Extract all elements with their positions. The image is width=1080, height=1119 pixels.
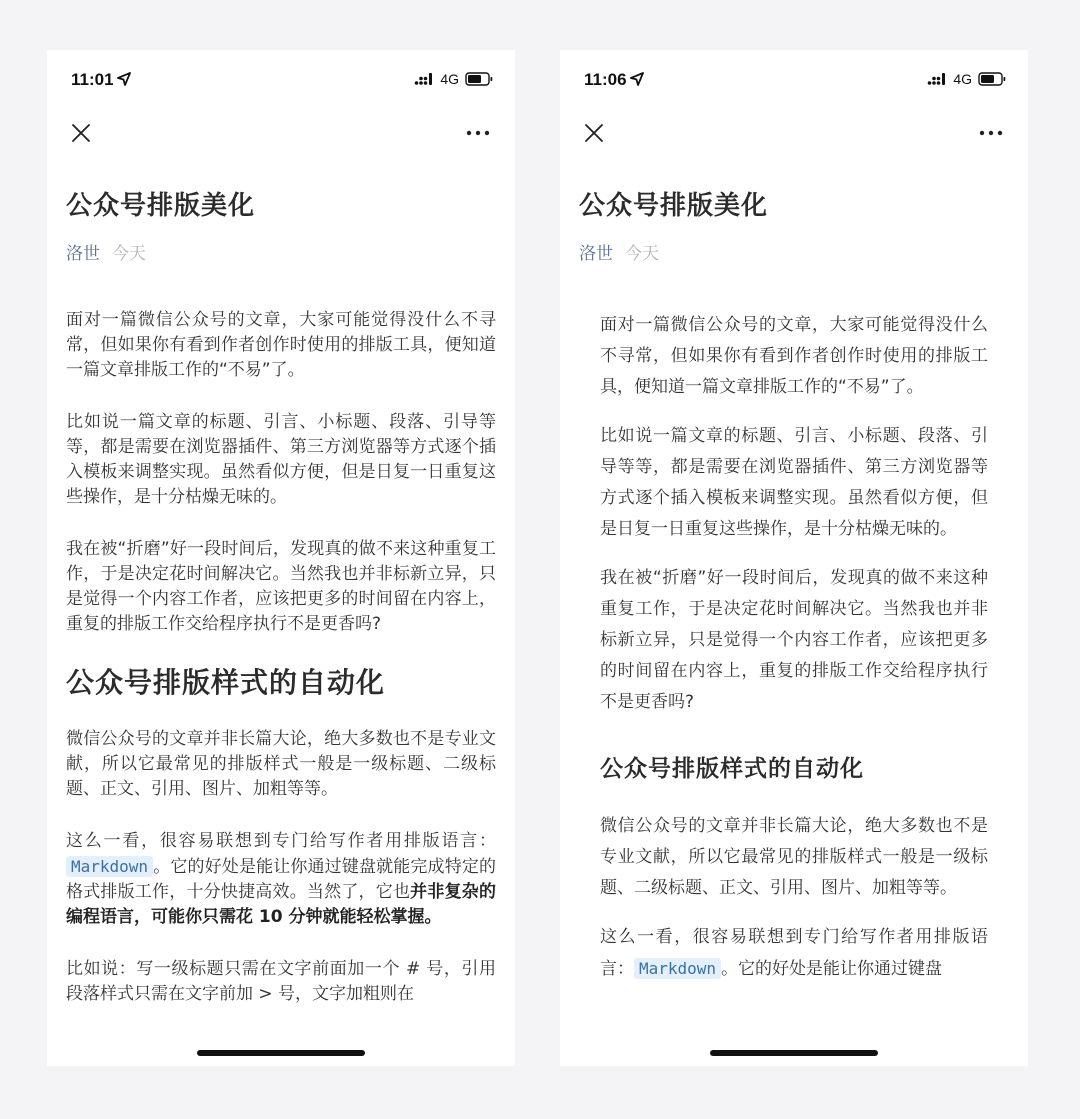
inline-code: Markdown	[66, 856, 153, 877]
nav-bar	[560, 108, 1028, 158]
paragraph: 我在被“折磨”好一段时间后，发现真的做不来这种重复工作，于是决定花时间解决它。当然我也并非标新立异，只是觉得一个内容工作者，应该把更多的时间留在内容上，重复的排版工作交给程序执行不是更香吗?	[600, 568, 988, 712]
more-icon[interactable]	[976, 121, 1006, 145]
network-type: 4G	[953, 71, 972, 87]
paragraph: 面对一篇微信公众号的文章，大家可能觉得没什么不寻常，但如果你有看到作者创作时使用的排版工具，便知道一篇文章排版工作的“不易”了。	[600, 315, 988, 397]
status-bar	[47, 50, 515, 108]
paragraph-text: 这么一看，很容易联想到专门给写作者用排版语言：	[600, 927, 988, 979]
article-meta	[579, 239, 659, 264]
network-type: 4G	[440, 71, 459, 87]
home-indicator[interactable]	[197, 1050, 365, 1056]
close-icon[interactable]	[69, 121, 93, 145]
status-time: 11:01	[71, 70, 114, 89]
section-heading: 公众号排版样式的自动化	[600, 756, 864, 782]
paragraph-text: 。它的好处是能让你通过键盘	[721, 959, 943, 979]
paragraph: 微信公众号的文章并非长篇大论，绝大多数也不是专业文献，所以它最常见的排版样式一般是一级标题、二级标题、正文、引用、图片、加粗等等。	[66, 729, 496, 799]
paragraph: 比如说：写一级标题只需在文字前面加一个 # 号，引用段落样式只需在文字前加 > 号，文字加粗则在	[66, 959, 496, 1004]
paragraph-text: 这么一看，很容易联想到专门给写作者用排版语言：	[66, 831, 496, 851]
phone-screen-left	[47, 50, 515, 1066]
status-time: 11:06	[584, 70, 627, 89]
bold-text: 并非复杂的编程语言，可能你只需花 10 分钟就能轻松掌握。	[66, 882, 497, 927]
paragraph: 微信公众号的文章并非长篇大论，绝大多数也不是专业文献，所以它最常见的排版样式一般是一级标题、二级标题、正文、引用、图片、加粗等等。	[600, 816, 988, 898]
signal-icon	[414, 72, 434, 86]
author-link[interactable]: 洛世	[66, 244, 100, 264]
article-meta	[66, 239, 146, 264]
article-title: 公众号排版美化	[66, 191, 256, 221]
battery-icon	[465, 72, 493, 86]
location-arrow-icon	[630, 72, 644, 86]
home-indicator[interactable]	[710, 1050, 878, 1056]
article-body	[66, 308, 496, 1034]
paragraph	[66, 829, 496, 930]
article-title: 公众号排版美化	[579, 191, 769, 221]
paragraph-text: 。它的好处是能让你通过键盘就能完成特定的格式排版工作，十分快捷高效。当然了，它也	[66, 857, 496, 902]
paragraph: 比如说一篇文章的标题、引言、小标题、段落、引导等等，都是需要在浏览器插件、第三方浏览器等方式逐个插入模板来调整实现。虽然看似方便，但是日复一日重复这些操作，是十分枯燥无味的。	[66, 412, 496, 507]
status-bar	[560, 50, 1028, 108]
phone-screen-right	[560, 50, 1028, 1066]
paragraph: 我在被“折磨”好一段时间后，发现真的做不来这种重复工作，于是决定花时间解决它。当然我也并非标新立异，只是觉得一个内容工作者，应该把更多的时间留在内容上，重复的排版工作交给程序执行不是更香吗?	[66, 539, 496, 634]
inline-code: Markdown	[634, 958, 721, 979]
battery-icon	[978, 72, 1006, 86]
more-icon[interactable]	[463, 121, 493, 145]
paragraph	[600, 922, 988, 985]
location-arrow-icon	[117, 72, 131, 86]
article-body	[600, 310, 988, 1003]
publish-date: 今天	[625, 244, 659, 264]
author-link[interactable]: 洛世	[579, 244, 613, 264]
signal-icon	[927, 72, 947, 86]
section-heading: 公众号排版样式的自动化	[66, 666, 386, 699]
publish-date: 今天	[112, 244, 146, 264]
paragraph: 比如说一篇文章的标题、引言、小标题、段落、引导等等，都是需要在浏览器插件、第三方浏览器等方式逐个插入模板来调整实现。虽然看似方便，但是日复一日重复这些操作，是十分枯燥无味的。	[600, 426, 988, 539]
paragraph: 面对一篇微信公众号的文章，大家可能觉得没什么不寻常，但如果你有看到作者创作时使用的排版工具，便知道一篇文章排版工作的“不易”了。	[66, 310, 496, 380]
close-icon[interactable]	[582, 121, 606, 145]
nav-bar	[47, 108, 515, 158]
